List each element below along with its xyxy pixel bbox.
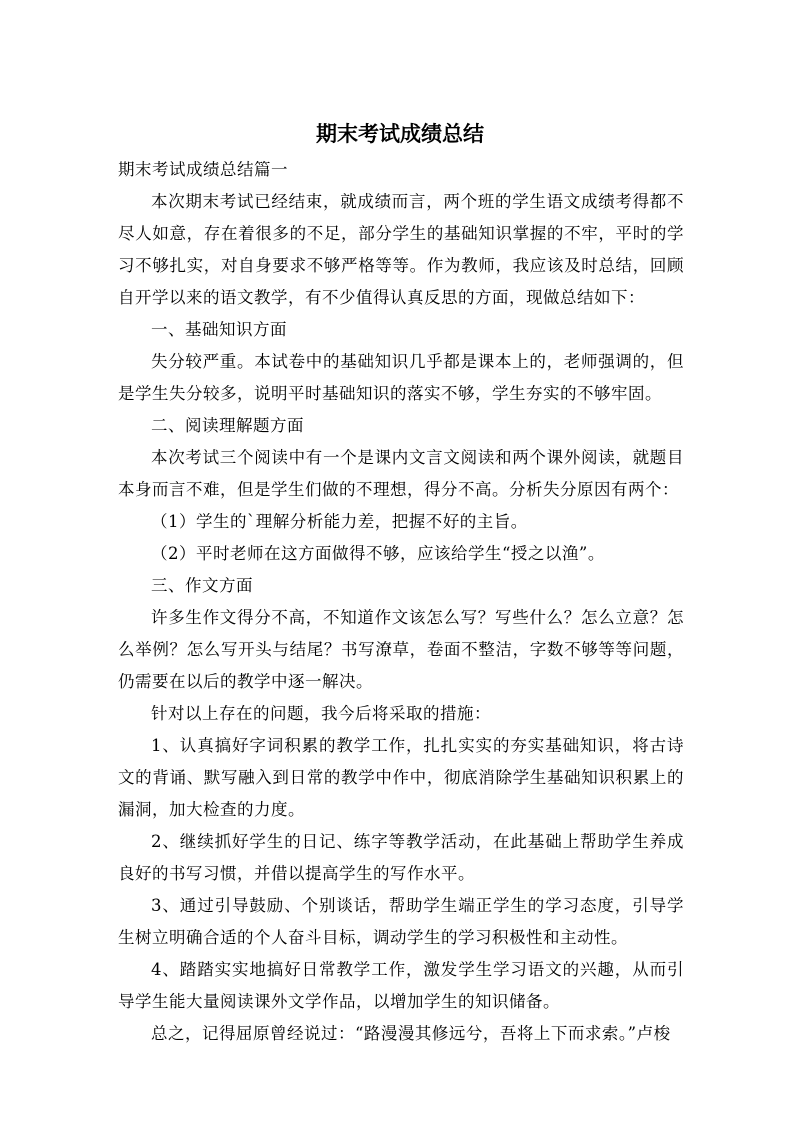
list-item-measure-2: 2、继续抓好学生的日记、练字等教学活动，在此基础上帮助学生养成良好的书写习惯，并借以提高学生的写作水平。 [118, 832, 684, 883]
list-item-measure-4: 4、踏踏实实地搞好日常教学工作，激发学生学习语文的兴趣，从而引导学生能大量阅读课外文学作品，以增加学生的知识储备。 [118, 960, 684, 1011]
document-subtitle: 期末考试成绩总结篇一 [118, 160, 288, 179]
paragraph-measures-intro: 针对以上存在的问题，我今后将采取的措施： [151, 704, 491, 723]
list-item-reason-1: （1）学生的`理解分析能力差，把握不好的主旨。 [151, 512, 528, 531]
section-heading-reading: 二、阅读理解题方面 [151, 416, 304, 435]
list-item-measure-3: 3、通过引导鼓励、个别谈话，帮助学生端正学生的学习态度，引导学生树立明确合适的个人奋斗目标，调动学生的学习积极性和主动性。 [118, 896, 684, 947]
list-item-measure-1: 1、认真搞好字词积累的教学工作，扎扎实实的夯实基础知识，将古诗文的背诵、默写融入到日常的教学中作中，彻底消除学生基础知识积累上的漏洞，加大检查的力度。 [118, 736, 684, 819]
paragraph-reading: 本次考试三个阅读中有一个是课内文言文阅读和两个课外阅读，就题目本身而言不难，但是学生们做的不理想，得分不高。分析失分原因有两个： [118, 448, 684, 499]
paragraph-composition: 许多生作文得分不高，不知道作文该怎么写？写些什么？怎么立意？怎么举例？怎么写开头与结尾？书写潦草，卷面不整洁，字数不够等等问题，仍需要在以后的教学中逐一解决。 [118, 608, 684, 691]
paragraph-basic-knowledge: 失分较严重。本试卷中的基础知识几乎都是课本上的，老师强调的，但是学生失分较多，说明平时基础知识的落实不够，学生夯实的不够牢固。 [118, 352, 684, 403]
document-title: 期末考试成绩总结 [316, 122, 484, 146]
document-body [118, 154, 684, 1050]
section-heading-composition: 三、作文方面 [151, 576, 253, 595]
paragraph-intro: 本次期末考试已经结束，就成绩而言，两个班的学生语文成绩考得都不尽人如意，存在着很多的不足，部分学生的基础知识掌握的不牢，平时的学习不够扎实，对自身要求不够严格等等。作为教师，我应该及时总结，回顾自开学以来的语文教学，有不少值得认真反思的方面，现做总结如下： [118, 192, 684, 307]
list-item-reason-2: （2）平时老师在这方面做得不够，应该给学生“授之以渔”。 [151, 544, 605, 563]
section-heading-basic-knowledge: 一、基础知识方面 [151, 320, 287, 339]
paragraph-conclusion: 总之，记得屈原曾经说过：“路漫漫其修远兮，吾将上下而求索。”卢梭 [151, 1024, 671, 1043]
